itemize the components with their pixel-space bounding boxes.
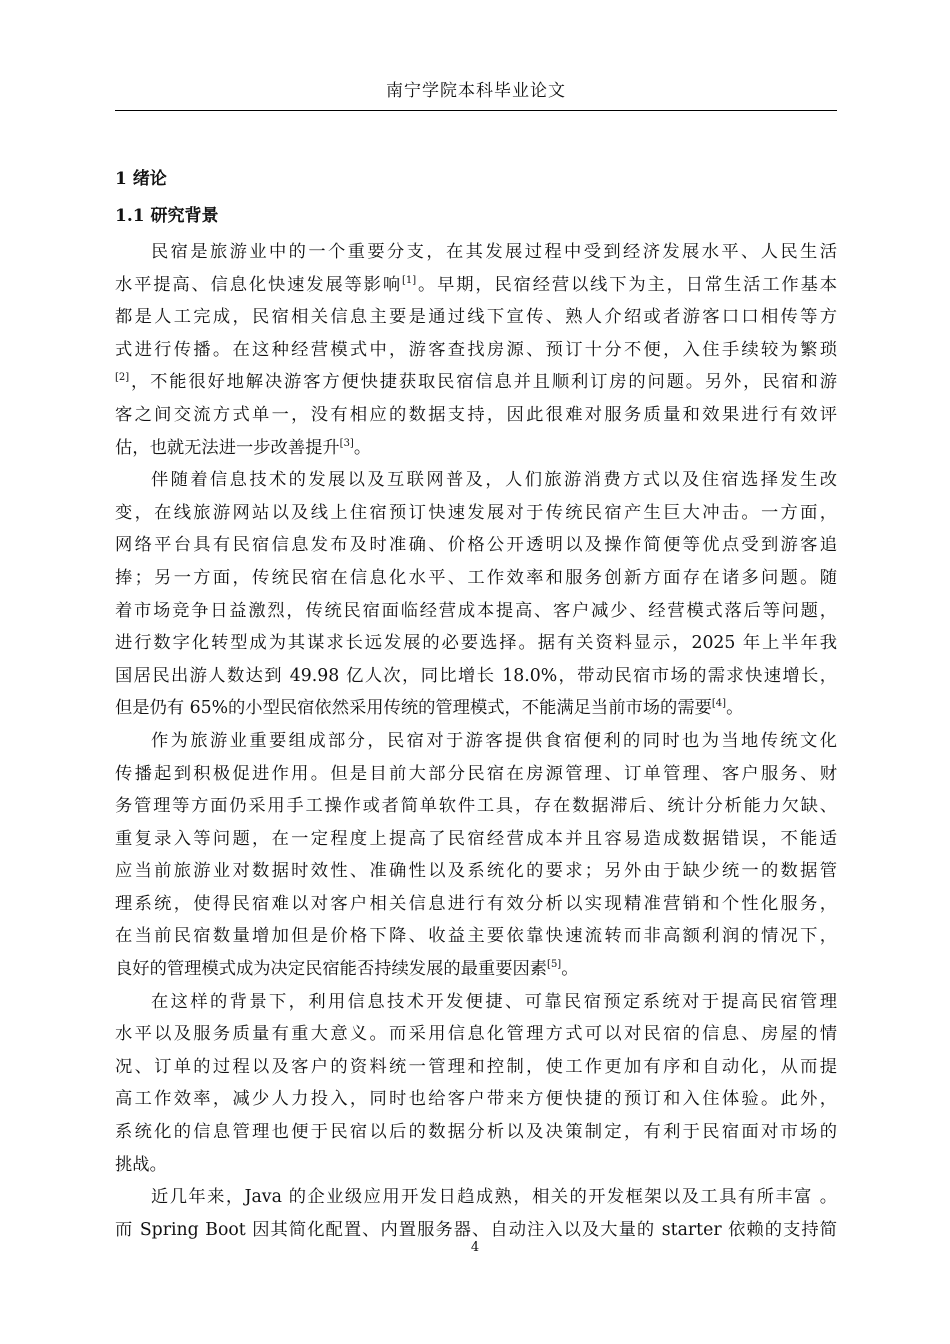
line-text: 重复录入等问题，在一定程度上提高了民宿经营成本并且容易造成数据错误，不能适	[115, 828, 837, 849]
line-text: 国居民出游人数达到 49.98 亿人次，同比增长 18.0%，带动民宿市场的需求快速增长，	[115, 665, 837, 686]
page-number: 4	[470, 1240, 480, 1255]
text-line	[115, 432, 837, 465]
line-text: 伴随着信息技术的发展以及互联网普及，人们旅游消费方式以及住宿选择发生改	[151, 470, 837, 491]
line-text: 。早期，民宿经营以线下为主，日常生活工作基本	[416, 274, 837, 295]
line-text: 而 Spring Boot 因其简化配置、内置服务器、自动注入以及大量的 starter 依赖的支持简	[115, 1219, 837, 1240]
line-text: 。	[561, 959, 579, 980]
text-line	[115, 953, 837, 986]
line-text: 况、订单的过程以及客户的资料统一管理和控制，使工作更加有序和自动化，从而提	[115, 1056, 837, 1077]
text-line	[115, 269, 837, 302]
header-rule	[115, 110, 837, 111]
line-text: 良好的管理模式成为决定民宿能否持续发展的最重要因素	[115, 959, 548, 980]
line-text: 挑战。	[115, 1154, 167, 1175]
line-text: 变，在线旅游网站以及线上住宿预订快速发展对于传统民宿产生巨大冲击。一方面，	[115, 502, 837, 523]
line-text: 着市场竞争日益激烈，传统民宿面临经营成本提高、客户减少、经营模式落后等问题，	[115, 600, 837, 621]
line-text: 民宿是旅游业中的一个重要分支，在其发展过程中受到经济发展水平、人民生活	[151, 242, 837, 262]
citation-marker: [4]	[711, 698, 727, 710]
line-text: 理系统，使得民宿难以对客户相关信息进行有效分析以实现精准营销和个性化服务，	[115, 893, 837, 914]
citation-marker: [2]	[115, 372, 130, 384]
text-line	[115, 595, 837, 628]
line-text: 客之间交流方式单一，没有相应的数据支持，因此很难对服务质量和效果进行有效评	[115, 404, 837, 425]
line-text: 近几年来，Java 的企业级应用开发日趋成熟，相关的开发框架以及工具有所丰富 。	[151, 1187, 837, 1208]
line-text: 水平以及服务质量有重大意义。而采用信息化管理方式可以对民宿的信息、房屋的情	[115, 1024, 837, 1045]
text-line	[115, 823, 837, 856]
line-text: 水平提高、信息化快速发展等影响	[115, 274, 402, 295]
text-line	[115, 758, 837, 791]
citation-marker: [3]	[339, 437, 354, 449]
text-line	[115, 790, 837, 823]
line-text: 但是仍有 65%的小型民宿依然采用传统的管理模式，不能满足当前市场的需要	[115, 698, 712, 719]
text-line	[115, 1083, 837, 1116]
citation-marker: [5]	[547, 959, 562, 971]
text-line	[115, 562, 837, 595]
text-line	[115, 920, 837, 953]
line-text: 应当前旅游业对数据时效性、准确性以及系统化的要求；另外由于缺少统一的数据管	[115, 861, 837, 882]
line-text: ，不能很好地解决游客方便快捷获取民宿信息并且顺利订房的问题。另外，民宿和游	[129, 372, 837, 393]
line-text: 都是人工完成，民宿相关信息主要是通过线下宣传、熟人介绍或者游客口口相传等方	[115, 307, 837, 328]
text-line	[115, 1149, 837, 1182]
text-line	[115, 399, 837, 432]
line-text: 网络平台具有民宿信息发布及时准确、价格公开透明以及操作简便等优点受到游客追	[115, 535, 837, 556]
body-text	[115, 236, 837, 1246]
text-line	[115, 660, 837, 693]
citation-marker: [1]	[401, 274, 417, 286]
text-line	[115, 855, 837, 888]
line-text: 传播起到积极促进作用。但是目前大部分民宿在房源管理、订单管理、客户服务、财	[115, 763, 837, 784]
line-text: 高工作效率，减少人力投入，同时也给客户带来方便快捷的预订和入住体验。此外，	[115, 1089, 837, 1110]
line-text: 进行数字化转型成为其谋求长远发展的必要选择。据有关资料显示，2025 年上半年我	[115, 633, 837, 654]
chapter-heading: 1 绪论	[115, 169, 167, 189]
text-line	[115, 1018, 837, 1051]
text-line	[115, 529, 837, 562]
text-line	[115, 236, 837, 269]
line-text: 。	[353, 437, 372, 458]
line-text: 作为旅游业重要组成部分，民宿对于游客提供食宿便利的同时也为当地传统文化	[151, 730, 837, 751]
line-text: 式进行传播。在这种经营模式中，游客查找房源、预订十分不便，入住手续较为繁琐	[115, 339, 837, 360]
text-line	[115, 1181, 837, 1214]
line-text: 在当前民宿数量增加但是价格下降、收益主要依靠快速流转而非高额利润的情况下，	[115, 926, 837, 947]
section-heading: 1.1 研究背景	[115, 206, 219, 226]
text-line	[115, 986, 837, 1019]
running-header: 南宁学院本科毕业论文	[386, 81, 566, 101]
text-line	[115, 692, 837, 725]
text-line	[115, 725, 837, 758]
text-line	[115, 366, 837, 399]
text-line	[115, 1116, 837, 1149]
line-text: 系统化的信息管理也便于民宿以后的数据分析以及决策制定，有利于民宿面对市场的	[115, 1122, 837, 1143]
text-line	[115, 301, 837, 334]
text-line	[115, 497, 837, 530]
text-line	[115, 334, 837, 367]
line-text: 估，也就无法进一步改善提升	[115, 437, 340, 458]
line-text: 捧；另一方面，传统民宿在信息化水平、工作效率和服务创新方面存在诸多问题。随	[115, 567, 837, 588]
text-line	[115, 464, 837, 497]
text-line	[115, 627, 837, 660]
text-line	[115, 1051, 837, 1084]
line-text: 在这样的背景下，利用信息技术开发便捷、可靠民宿预定系统对于提高民宿管理	[151, 991, 837, 1012]
line-text: 。	[726, 698, 744, 719]
text-line	[115, 888, 837, 921]
line-text: 务管理等方面仍采用手工操作或者简单软件工具，存在数据滞后、统计分析能力欠缺、	[115, 796, 837, 817]
